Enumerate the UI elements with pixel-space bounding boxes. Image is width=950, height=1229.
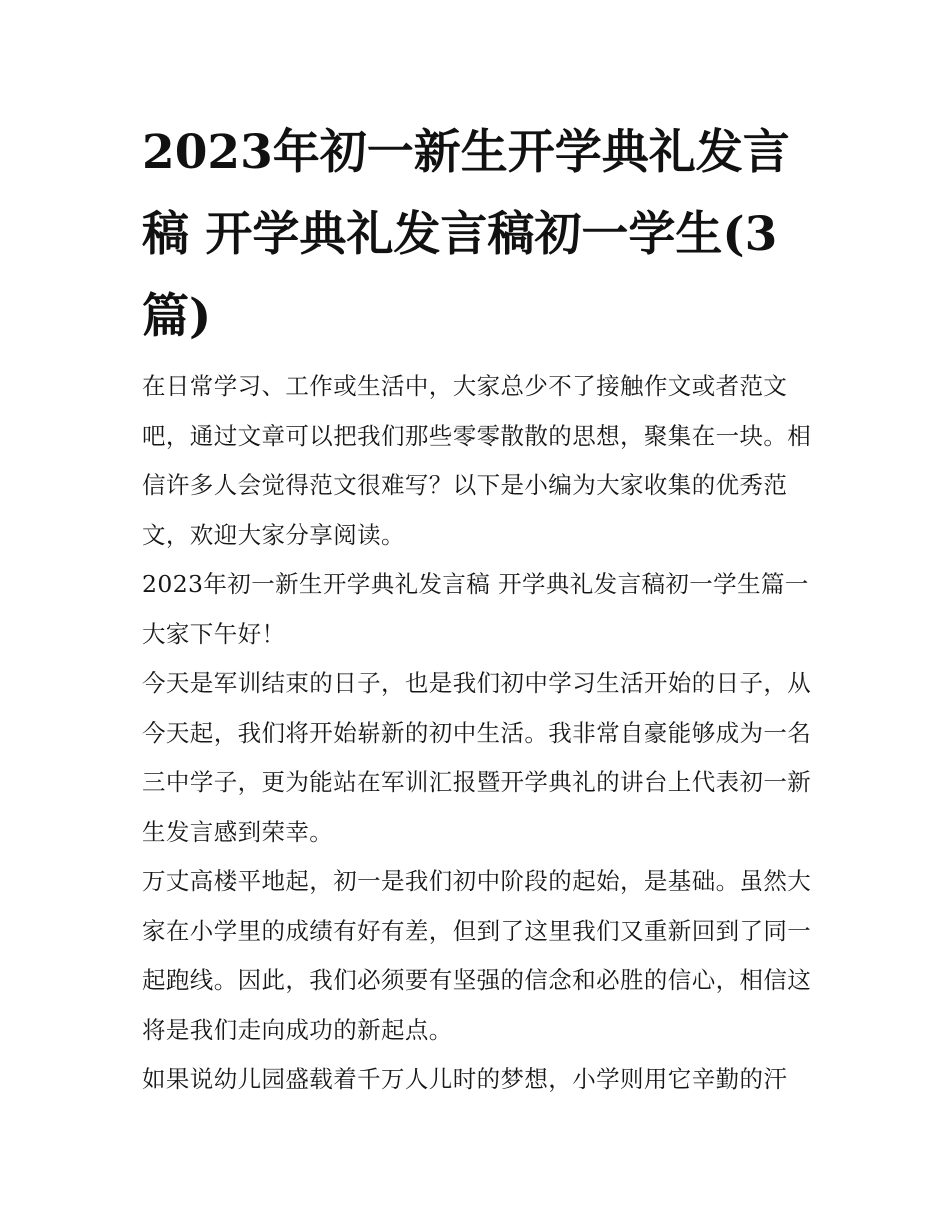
paragraph-intro: 在日常学习、工作或生活中，大家总少不了接触作文或者范文吧，通过文章可以把我们那些零零散散的思想，聚集在一块。相信许多人会觉得范文很难写？以下是小编为大家收集的优秀范文，欢迎大家分享阅读。 <box>142 372 812 549</box>
paragraph-kindergarten: 如果说幼儿园盛载着千万人儿时的梦想，小学则用它辛勤的汗 <box>142 1065 788 1093</box>
document-title: 2023年初一新生开学典礼发言稿 开学典礼发言稿初一学生(3篇) <box>142 125 790 344</box>
paragraph-military-training: 今天是军训结束的日子，也是我们初中学习生活开始的日子，从今天起，我们将开始崭新的初中生活。我非常自豪能够成为一名三中学子，更为能站在军训汇报暨开学典礼的讲台上代表初一新生发言感到荣幸。 <box>142 669 812 846</box>
document-body <box>142 362 814 1105</box>
paragraph-heading-greeting: 2023年初一新生开学典礼发言稿 开学典礼发言稿初一学生篇一 大家下午好！ <box>142 570 809 648</box>
document-page <box>142 112 814 1105</box>
paragraph-starting-line: 万丈高楼平地起，初一是我们初中阶段的起始，是基础。虽然大家在小学里的成绩有好有差，但到了这里我们又重新回到了同一起跑线。因此，我们必须要有坚强的信念和必胜的信心，相信这将是我们走向成功的新起点。 <box>142 867 812 1044</box>
